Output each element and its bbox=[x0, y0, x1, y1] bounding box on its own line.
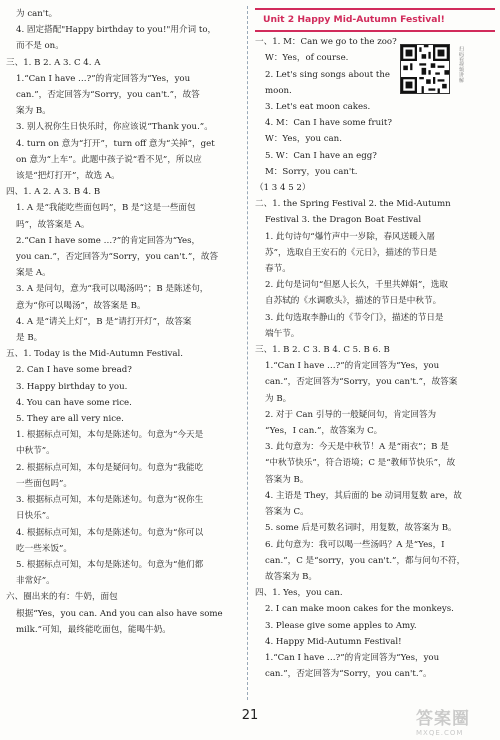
answer-line: 4. You can have some rice. bbox=[16, 397, 132, 408]
watermark-url: MXQE.COM bbox=[416, 729, 464, 737]
right-column bbox=[255, 6, 495, 682]
answer-line: 4. 根据标点可知，本句是陈述句。句意为“你可以 bbox=[16, 527, 204, 538]
answer-line: 2. I can make moon cakes for the monkeys. bbox=[265, 604, 454, 615]
qr-caption: 扫码看视频讲解 bbox=[458, 46, 464, 83]
watermark-logo bbox=[416, 704, 494, 738]
answer-line: 答案为 B。 bbox=[265, 474, 309, 485]
answer-line: can.”，否定回答为“Sorry，you can't.”，故答 bbox=[16, 90, 200, 101]
answer-line: 3. 此句选取李静山的《节令门》，描述的节日是 bbox=[265, 312, 444, 323]
answer-line: 4. 主语是 They，其后面的 be 动词用复数 are，故 bbox=[265, 490, 462, 501]
answer-line: 4. A 是“请关上灯”，B 是“请打开灯”，故答案 bbox=[16, 316, 192, 327]
answer-line: 6. 此句意为：我可以喝一些汤吗？A 是“Yes，I bbox=[265, 539, 445, 550]
answer-line: 2.“Can I have some …?”的肯定回答为“Yes， bbox=[16, 235, 201, 246]
answer-line: 5. some 后是可数名词时，用复数，故答案为 B。 bbox=[265, 523, 457, 534]
answer-line: 三、1. B 2. A 3. C 4. A bbox=[6, 57, 101, 68]
answer-line: 1.“Can I have …?”的肯定回答为“Yes，you bbox=[16, 73, 191, 84]
answer-line: 六、圈出来的有：牛奶，面包 bbox=[6, 592, 118, 603]
answer-line: 案为 B。 bbox=[16, 106, 51, 117]
unit-title: Unit 2 Happy Mid-Autumn Festival! bbox=[263, 14, 445, 25]
answer-line: 三、1. B 2. C 3. B 4. C 5. B 6. B bbox=[255, 345, 390, 356]
answer-line: on 意为“上车”。此题中孩子说“看不见”，所以应 bbox=[16, 154, 202, 165]
answer-line: “中秋节快乐”，符合语境；C 是“教师节快乐”，故 bbox=[265, 458, 456, 469]
answer-line: 4. M：Can I have some fruit? bbox=[265, 118, 392, 129]
column-divider bbox=[247, 6, 248, 700]
unit-title-rule-bottom bbox=[255, 30, 495, 32]
answer-line: 案是 A。 bbox=[16, 268, 51, 279]
answer-line: 3. 此句意为：今天是中秋节！A 是“雨衣”；B 是 bbox=[265, 442, 449, 453]
watermark-text: 答案圈 bbox=[416, 709, 470, 729]
answer-line: 根据“Yes，you can. And you can also have some bbox=[16, 608, 223, 619]
answer-line: 答案为 C。 bbox=[265, 507, 309, 518]
answer-line: milk.”可知，最终能吃面包，能喝牛奶。 bbox=[16, 624, 171, 635]
answer-line: 4. 固定搭配"Happy birthday to you!"用介词 to， bbox=[16, 25, 217, 36]
answer-line: 3. 别人祝你生日快乐时，你应该说“Thank you.”。 bbox=[16, 122, 213, 133]
answer-line: 中秋节”。 bbox=[16, 446, 55, 457]
answer-line: “Yes，I can.”，故答案为 C。 bbox=[265, 426, 383, 437]
answer-line: 苏”，选取自王安石的《元日》，描述的节日是 bbox=[265, 247, 437, 258]
answer-line: W：Yes，you can. bbox=[265, 134, 342, 145]
unit-title-rule bbox=[255, 8, 495, 10]
answer-line: 为 can't。 bbox=[16, 9, 58, 19]
answer-line: 二、1. the Spring Festival 2. the Mid-Autumn bbox=[255, 199, 451, 210]
answer-line: 一些面包吗”。 bbox=[16, 478, 72, 489]
answer-line: 2. 根据标点可知，本句是疑问句。句意为“我能吃 bbox=[16, 462, 204, 473]
answer-line: 四、1. Yes，you can. bbox=[255, 588, 343, 599]
answer-line: 是 B。 bbox=[16, 333, 43, 344]
answer-line: 日快乐”。 bbox=[16, 511, 55, 522]
answer-line: 3. Please give some apples to Amy. bbox=[265, 620, 417, 631]
answer-line: 非常好”。 bbox=[16, 576, 55, 587]
qr-code-icon bbox=[400, 44, 450, 94]
answer-line: 3. Let's eat moon cakes. bbox=[265, 102, 371, 113]
answer-line: （1 3 4 5 2） bbox=[255, 183, 311, 194]
left-column bbox=[6, 6, 242, 638]
answer-line: 1.“Can I have …?”的肯定回答为“Yes，you bbox=[265, 652, 440, 663]
answer-line: 3. 根据标点可知，本句是陈述句。句意为“祝你生 bbox=[16, 495, 204, 506]
answer-line: 5. W：Can I have an egg? bbox=[265, 150, 377, 161]
answer-line: 端午节。 bbox=[265, 328, 300, 339]
answer-line: 五、1. Today is the Mid-Autumn Festival. bbox=[6, 349, 184, 360]
answer-line: 2. Can I have some bread? bbox=[16, 365, 132, 376]
page-number: 21 bbox=[241, 708, 259, 723]
answer-line: 1. A 是“我能吃些面包吗”，B 是“这是一些面包 bbox=[16, 203, 196, 214]
answer-line: 3. Happy birthday to you. bbox=[16, 381, 128, 392]
answer-line: 1. 此句诗句“爆竹声中一岁除，春风送暖入屠 bbox=[265, 231, 436, 242]
answer-line: 5. 根据标点可知，本句是陈述句。句意为“他们都 bbox=[16, 559, 204, 570]
answer-line: moon. bbox=[265, 85, 292, 96]
answer-line: 4. Happy Mid-Autumn Festival! bbox=[265, 636, 402, 647]
answer-line: 该是“把灯打开”，故选 A。 bbox=[16, 171, 120, 182]
answer-line: 4. turn on 意为“打开”，turn off 意为“关掉”，get bbox=[16, 138, 215, 149]
answer-line: 2. Let's sing songs about the bbox=[265, 69, 390, 80]
answer-line: you can.”，否定回答为“Sorry，you can't.”，故答 bbox=[16, 252, 219, 263]
answer-line: 春节。 bbox=[265, 264, 291, 275]
answer-line: 一、1. M：Can we go to the zoo? bbox=[255, 37, 397, 48]
answer-line: 而不是 on。 bbox=[16, 41, 64, 52]
answer-line: 为 B。 bbox=[265, 393, 292, 404]
answer-line: Festival 3. the Dragon Boat Festival bbox=[265, 215, 422, 226]
answer-line: 四、1. A 2. A 3. B 4. B bbox=[6, 187, 101, 198]
answer-line: can.”，否定回答为“Sorry，you can't.”。 bbox=[265, 669, 432, 680]
answer-line: 自苏轼的《水调歌头》，描述的节日是中秋节。 bbox=[265, 296, 442, 307]
answer-line: can.”，C 是“sorry，you can't.”，都与问句不符， bbox=[265, 555, 466, 566]
answer-line: 吗”，故答案是 A。 bbox=[16, 219, 90, 230]
answer-line: W：Yes，of course. bbox=[265, 53, 349, 64]
answer-line: 1. 根据标点可知，本句是陈述句。句意为“今天是 bbox=[16, 430, 204, 441]
answer-line: can.”，否定回答为“Sorry，you can't.”，故答案 bbox=[265, 377, 458, 388]
answer-line: 吃一些米饭”。 bbox=[16, 543, 72, 554]
answer-line: 3. A 是问句，意为“我可以喝汤吗”；B 是陈述句， bbox=[16, 284, 209, 295]
answer-line: 1.“Can I have …?”的肯定回答为“Yes，you bbox=[265, 361, 440, 372]
answer-line: 意为“你可以喝汤”，故答案是 B。 bbox=[16, 300, 146, 311]
answer-line: M：Sorry，you can't. bbox=[265, 166, 358, 177]
answer-line: 故答案为 B。 bbox=[265, 571, 318, 582]
answer-line: 5. They are all very nice. bbox=[16, 414, 124, 425]
answer-line: 2. 对于 Can 引导的一般疑问句，肯定回答为 bbox=[265, 409, 437, 420]
answer-line: 2. 此句是词句“但愿人长久，千里共婵娟”，选取 bbox=[265, 280, 448, 291]
